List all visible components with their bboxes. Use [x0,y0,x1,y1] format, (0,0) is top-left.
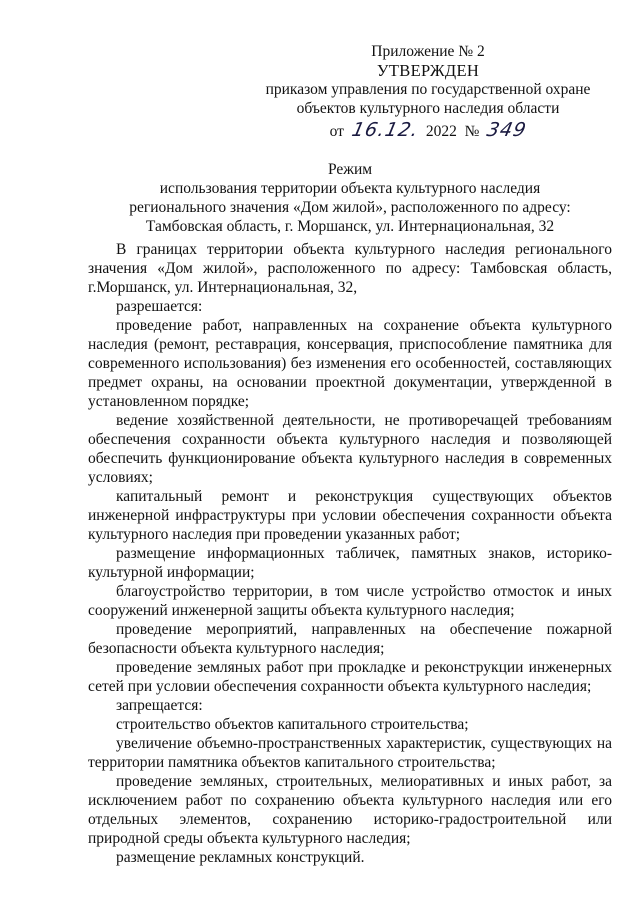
order-date-line [240,121,616,141]
paragraph-intro: В границах территории объекта культурного наследия регионального значения «Дом жилой», расположенного по адресу: Тамбовская область, г.Моршанск, ул. Интернациональная, 32, [88,241,612,296]
title-line-3: регионального значения «Дом жилой», расположенного по адресу: [129,199,571,216]
date-prefix: от [329,123,344,140]
paragraph-item: проведение земляных, строительных, мелиоративных и иных работ, за исключением работ по сохранению объекта культурного наследия или его отдельных элементов, сохранению историко-градостроительной или природной среды объекта культурного наследия; [88,773,612,847]
paragraph-item: проведение работ, направленных на сохранение объекта культурного наследия (ремонт, реставрация, консервация, приспособление памятника для современного использования) без изменения его особенностей, составляющих предмет охраны, на основании проектной документации, утвержденной в установленном порядке; [88,317,612,410]
approval-block [240,42,616,141]
paragraph-permitted-heading: разрешается: [116,298,203,315]
title-line-1: Режим [327,161,373,178]
number-sign: № [464,123,480,140]
paragraph-item: проведение мероприятий, направленных на обеспечение пожарной безопасности объекта культурного наследия; [88,621,612,657]
handwritten-number: 349 [484,119,529,141]
paragraph-item: капитальный ремонт и реконструкция существующих объектов инженерной инфраструктуры при условии обеспечения сохранности объекта культурного наследия при проведении указанных работ; [88,488,612,543]
document-title [60,160,640,236]
title-line-2: использования территории объекта культурного наследия [159,180,541,197]
order-year: 2022 [425,123,457,140]
paragraph-item: строительство объектов капитального строительства; [116,716,469,733]
document-body [88,240,612,867]
paragraph-item: увеличение объемно-пространственных характеристик, существующих на территории памятника объектов капитального строительства; [88,735,612,771]
handwritten-date: 16.12. [349,119,421,141]
approved-label: УТВЕРЖДЕН [376,61,480,80]
order-line-2: объектов культурного наследия области [296,100,560,117]
paragraph-item: проведение земляных работ при прокладке и реконструкции инженерных сетей при условии обеспечения сохранности объекта культурного наследия; [88,659,612,695]
paragraph-item: размещение рекламных конструкций. [116,849,365,866]
paragraph-item: размещение информационных табличек, памятных знаков, историко-культурной информации; [88,545,612,581]
paragraph-item: ведение хозяйственной деятельности, не противоречащей требованиям обеспечения сохранности объекта культурного наследия и позволяющей обеспечить функционирование объекта культурного наследия в современных условиях; [88,412,612,486]
annex-label: Приложение № 2 [371,43,485,60]
title-line-4: Тамбовская область, г. Моршанск, ул. Интернациональная, 32 [145,218,555,235]
order-line-1: приказом управления по государственной охране [265,81,591,98]
paragraph-prohibited-heading: запрещается: [116,697,203,714]
paragraph-item: благоустройство территории, в том числе устройство отмосток и иных сооружений инженерной защиты объекта культурного наследия; [88,583,612,619]
